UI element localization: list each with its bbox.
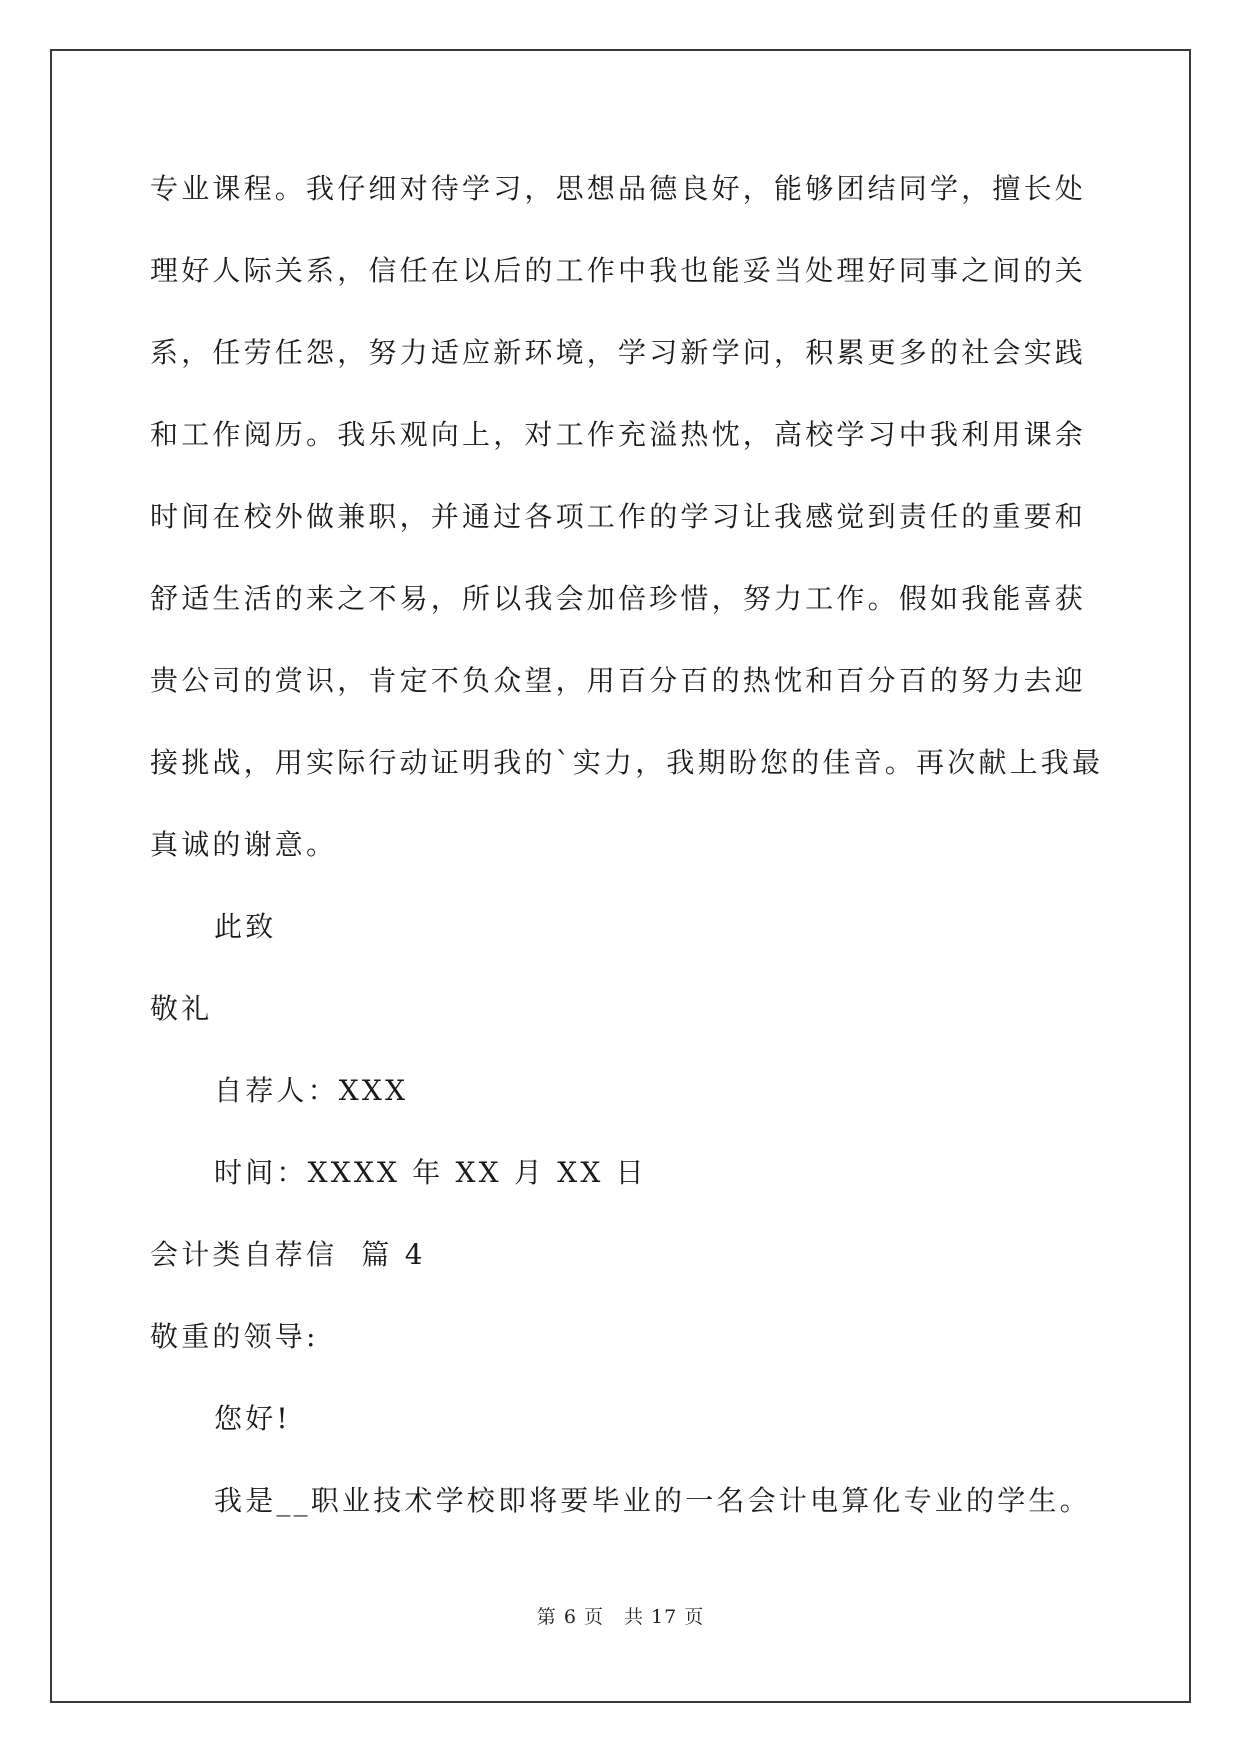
body-line-9: 真诚的谢意。 [150,828,338,861]
body-line-5: 时间在校外做兼职，并通过各项工作的学习让我感觉到责任的重要和 [150,500,1087,533]
recipient: 敬重的领导: [150,1320,319,1353]
body-line-3: 系，任劳任怨，努力适应新环境，学习新学问，积累更多的社会实践 [150,336,1087,369]
section-title: 会计类自荐信 篇 4 [150,1238,426,1271]
body-line-1: 专业课程。我仔细对待学习，思想品德良好，能够团结同学，擅长处 [150,172,1087,205]
page-number: 第 6 页 共 17 页 [536,1606,705,1628]
intro-line: 我是__职业技术学校即将要毕业的一名会计电算化专业的学生。 [214,1484,1091,1517]
closing: 此致 [214,910,277,943]
body-line-2: 理好人际关系，信任在以后的工作中我也能妥当处理好同事之间的关 [150,254,1087,287]
body-line-4: 和工作阅历。我乐观向上，对工作充溢热忱，高校学习中我利用课余 [150,418,1087,451]
salute: 敬礼 [150,992,213,1025]
document-body [150,148,1104,1542]
body-line-8: 接挑战，用实际行动证明我的`实力，我期盼您的佳音。再次献上我最 [150,746,1104,779]
signer: 自荐人：XXX [214,1074,409,1107]
date: 时间：XXXX 年 XX 月 XX 日 [214,1156,647,1189]
body-line-7: 贵公司的赏识，肯定不负众望，用百分百的热忱和百分百的努力去迎 [150,664,1087,697]
greeting: 您好! [214,1402,291,1435]
body-line-6: 舒适生活的来之不易，所以我会加倍珍惜，努力工作。假如我能喜获 [150,582,1087,615]
